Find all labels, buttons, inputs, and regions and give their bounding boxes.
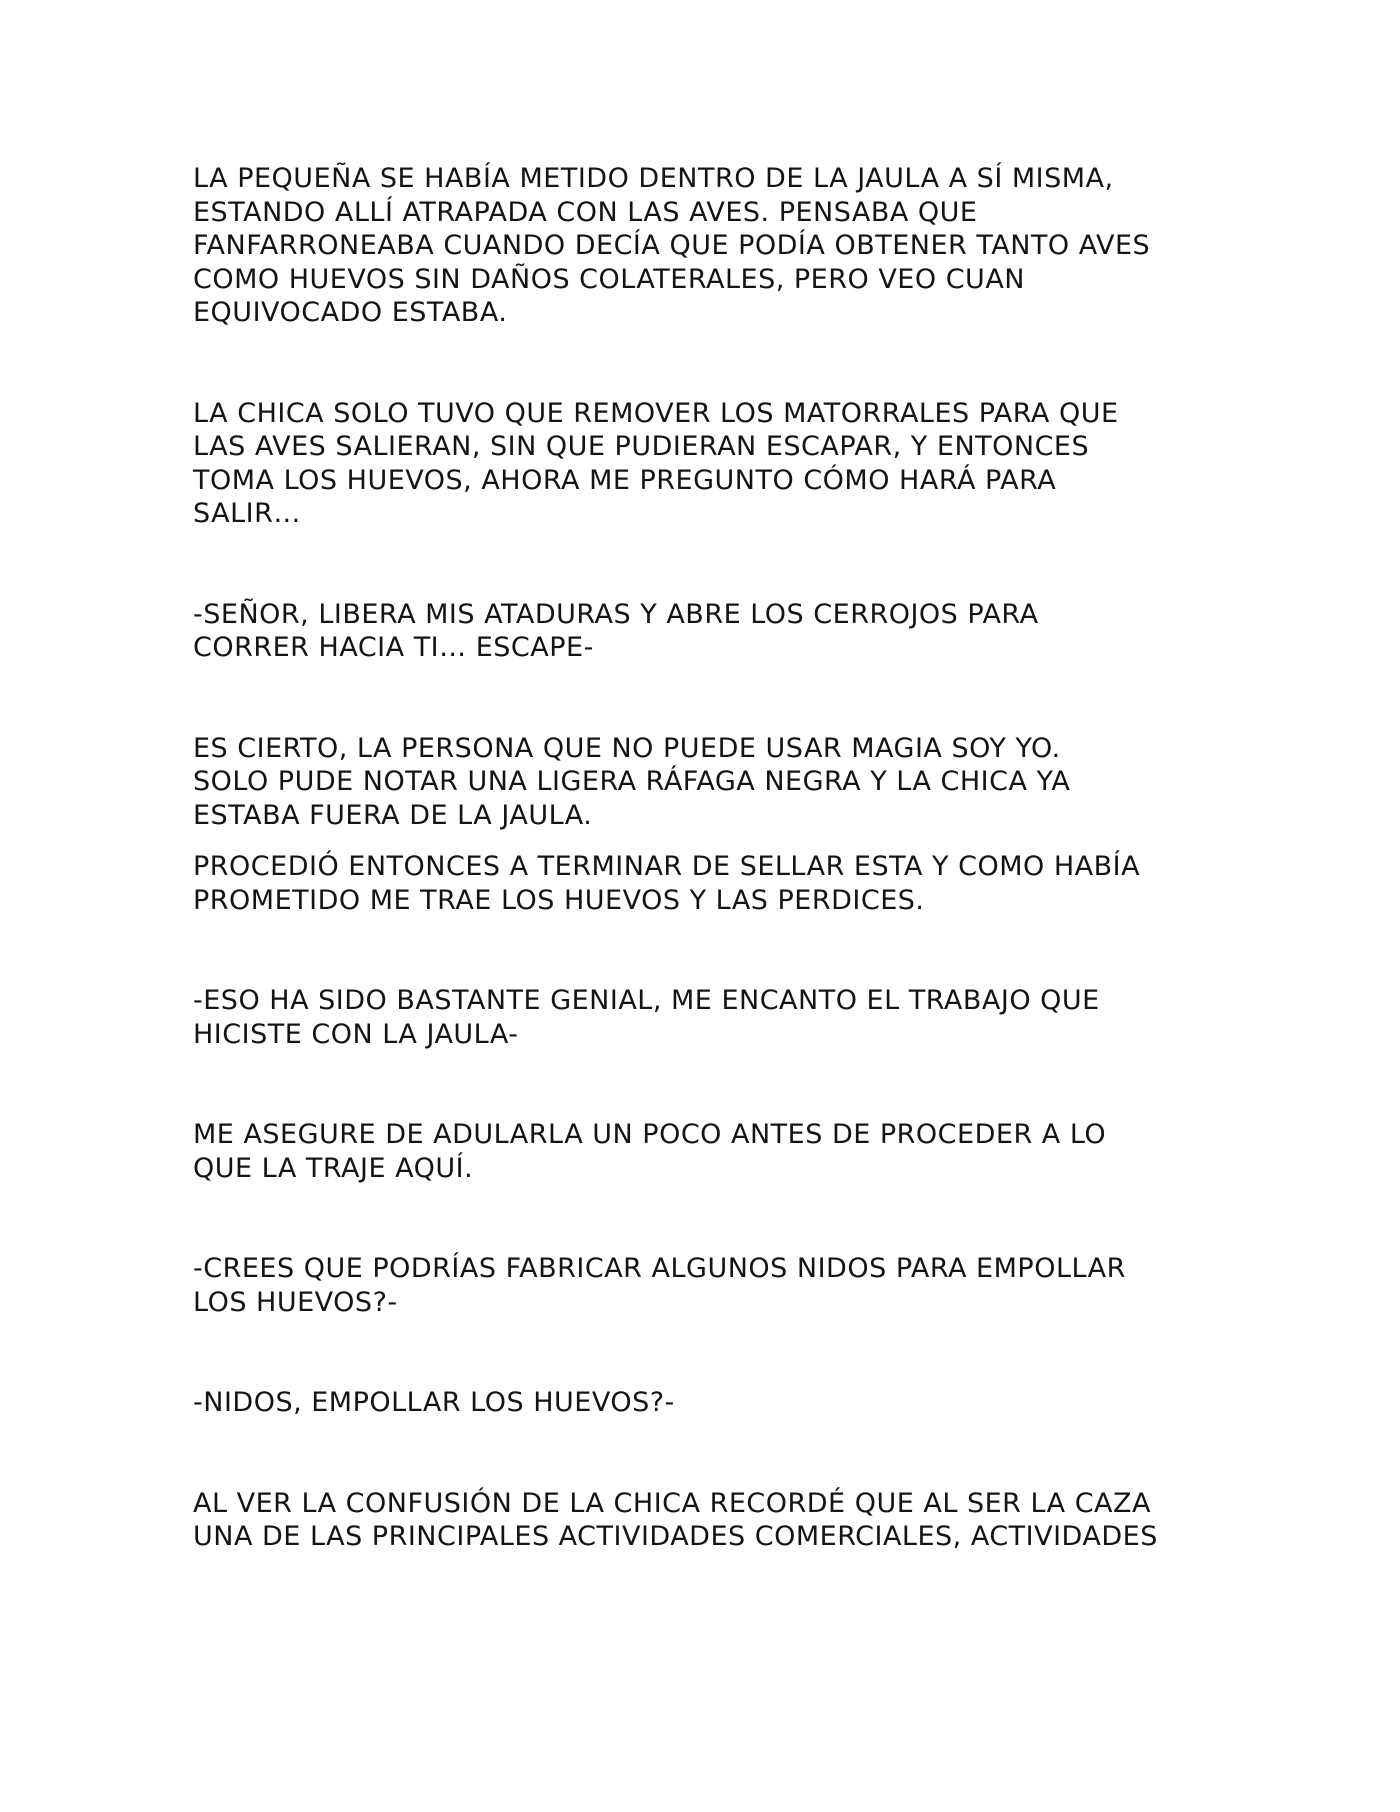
paragraph-5: PROCEDIÓ ENTONCES A TERMINAR DE SELLAR ESTA Y COMO HABÍA PROMETIDO ME TRAE LOS HUEVOS Y LAS PERDICES.: [193, 851, 1141, 916]
text-column: [193, 162, 1223, 1554]
paragraph-10: AL VER LA CONFUSIÓN DE LA CHICA RECORDÉ QUE AL SER LA CAZA UNA DE LAS PRINCIPALES ACTIVIDADES COMERCIALES, ACTIVIDADES: [193, 1487, 1158, 1552]
paragraph-1: LA PEQUEÑA SE HABÍA METIDO DENTRO DE LA JAULA A SÍ MISMA, ESTANDO ALLÍ ATRAPADA CON LAS AVES. PENSABA QUE FANFARRONEABA CUANDO DECÍA QUE PODÍA OBTENER TANTO AVES COMO HUEVOS SIN DAÑOS COLATERALES, PERO VEO CUAN EQUIVOCADO ESTABA.: [193, 163, 1151, 328]
paragraph-8-dialogue: -CREES QUE PODRÍAS FABRICAR ALGUNOS NIDOS PARA EMPOLLAR LOS HUEVOS?-: [193, 1253, 1126, 1318]
paragraph-3-dialogue: -SEÑOR, LIBERA MIS ATADURAS Y ABRE LOS CERROJOS PARA CORRER HACIA TI… ESCAPE-: [193, 598, 1039, 663]
paragraph-2: LA CHICA SOLO TUVO QUE REMOVER LOS MATORRALES PARA QUE LAS AVES SALIERAN, SIN QUE PUDIERAN ESCAPAR, Y ENTONCES TOMA LOS HUEVOS, AHORA ME PREGUNTO CÓMO HARÁ PARA SALIR…: [193, 397, 1119, 529]
paragraph-4: ES CIERTO, LA PERSONA QUE NO PUEDE USAR MAGIA SOY YO. SOLO PUDE NOTAR UNA LIGERA RÁFAGA NEGRA Y LA CHICA YA ESTABA FUERA DE LA JAULA.: [193, 732, 1071, 831]
paragraph-6-dialogue: -ESO HA SIDO BASTANTE GENIAL, ME ENCANTO EL TRABAJO QUE HICISTE CON LA JAULA-: [193, 985, 1100, 1050]
paragraph-7: ME ASEGURE DE ADULARLA UN POCO ANTES DE PROCEDER A LO QUE LA TRAJE AQUÍ.: [193, 1119, 1107, 1184]
paragraph-9-dialogue: -NIDOS, EMPOLLAR LOS HUEVOS?-: [193, 1387, 675, 1418]
